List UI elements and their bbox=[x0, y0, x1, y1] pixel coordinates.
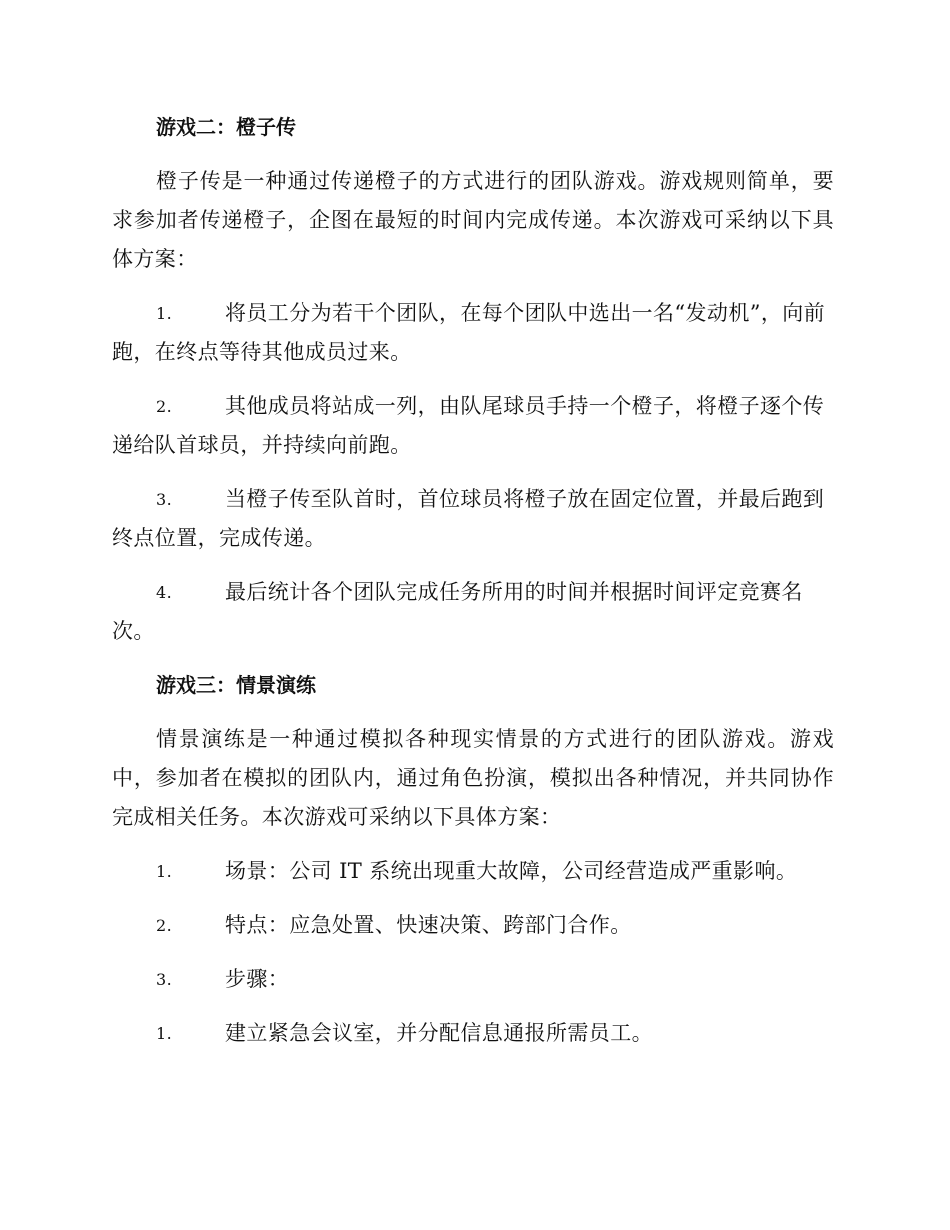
list-item bbox=[112, 852, 834, 891]
list-text: 场景：公司 IT 系统出现重大故障，公司经营造成严重影响。 bbox=[225, 859, 798, 883]
list-number: 2. bbox=[156, 397, 173, 416]
list-number: 2. bbox=[156, 916, 173, 935]
list-item bbox=[112, 906, 834, 945]
list-number: 3. bbox=[156, 490, 173, 509]
list-item bbox=[112, 573, 834, 651]
list-item bbox=[112, 387, 834, 465]
list-item bbox=[112, 294, 834, 372]
list-item bbox=[112, 480, 834, 558]
list-number: 1. bbox=[156, 304, 173, 323]
game2-heading: 游戏二：橙子传 bbox=[156, 115, 296, 139]
list-number: 3. bbox=[156, 970, 173, 989]
list-text: 最后统计各个团队完成任务所用的时间并根据时间评定竞赛名次。 bbox=[112, 580, 803, 643]
list-number: 4. bbox=[156, 583, 173, 602]
list-item bbox=[112, 1014, 834, 1053]
game3-heading: 游戏三：情景演练 bbox=[156, 673, 316, 697]
list-text: 特点：应急处置、快速决策、跨部门合作。 bbox=[225, 913, 632, 937]
list-text: 建立紧急会议室，并分配信息通报所需员工。 bbox=[225, 1021, 653, 1045]
game3-intro: 情景演练是一种通过模拟各种现实情景的方式进行的团队游戏。游戏中，参加者在模拟的团队内，通过角色扮演，模拟出各种情况，并共同协作完成相关任务。本次游戏可采纳以下具体方案： bbox=[112, 727, 834, 829]
list-number: 1. bbox=[156, 862, 173, 881]
list-item bbox=[112, 960, 834, 999]
list-text: 其他成员将站成一列，由队尾球员手持一个橙子，将橙子逐个传递给队首球员，并持续向前跑。 bbox=[112, 394, 825, 457]
document-body bbox=[112, 108, 834, 1068]
list-text: 步骤： bbox=[225, 967, 290, 991]
list-text: 将员工分为若干个团队，在每个团队中选出一名“发动机”，向前跑，在终点等待其他成员过来。 bbox=[112, 301, 826, 364]
game2-intro: 橙子传是一种通过传递橙子的方式进行的团队游戏。游戏规则简单，要求参加者传递橙子，企图在最短的时间内完成传递。本次游戏可采纳以下具体方案： bbox=[112, 169, 834, 271]
list-number: 1. bbox=[156, 1024, 173, 1043]
list-text: 当橙子传至队首时，首位球员将橙子放在固定位置，并最后跑到终点位置，完成传递。 bbox=[112, 487, 825, 550]
